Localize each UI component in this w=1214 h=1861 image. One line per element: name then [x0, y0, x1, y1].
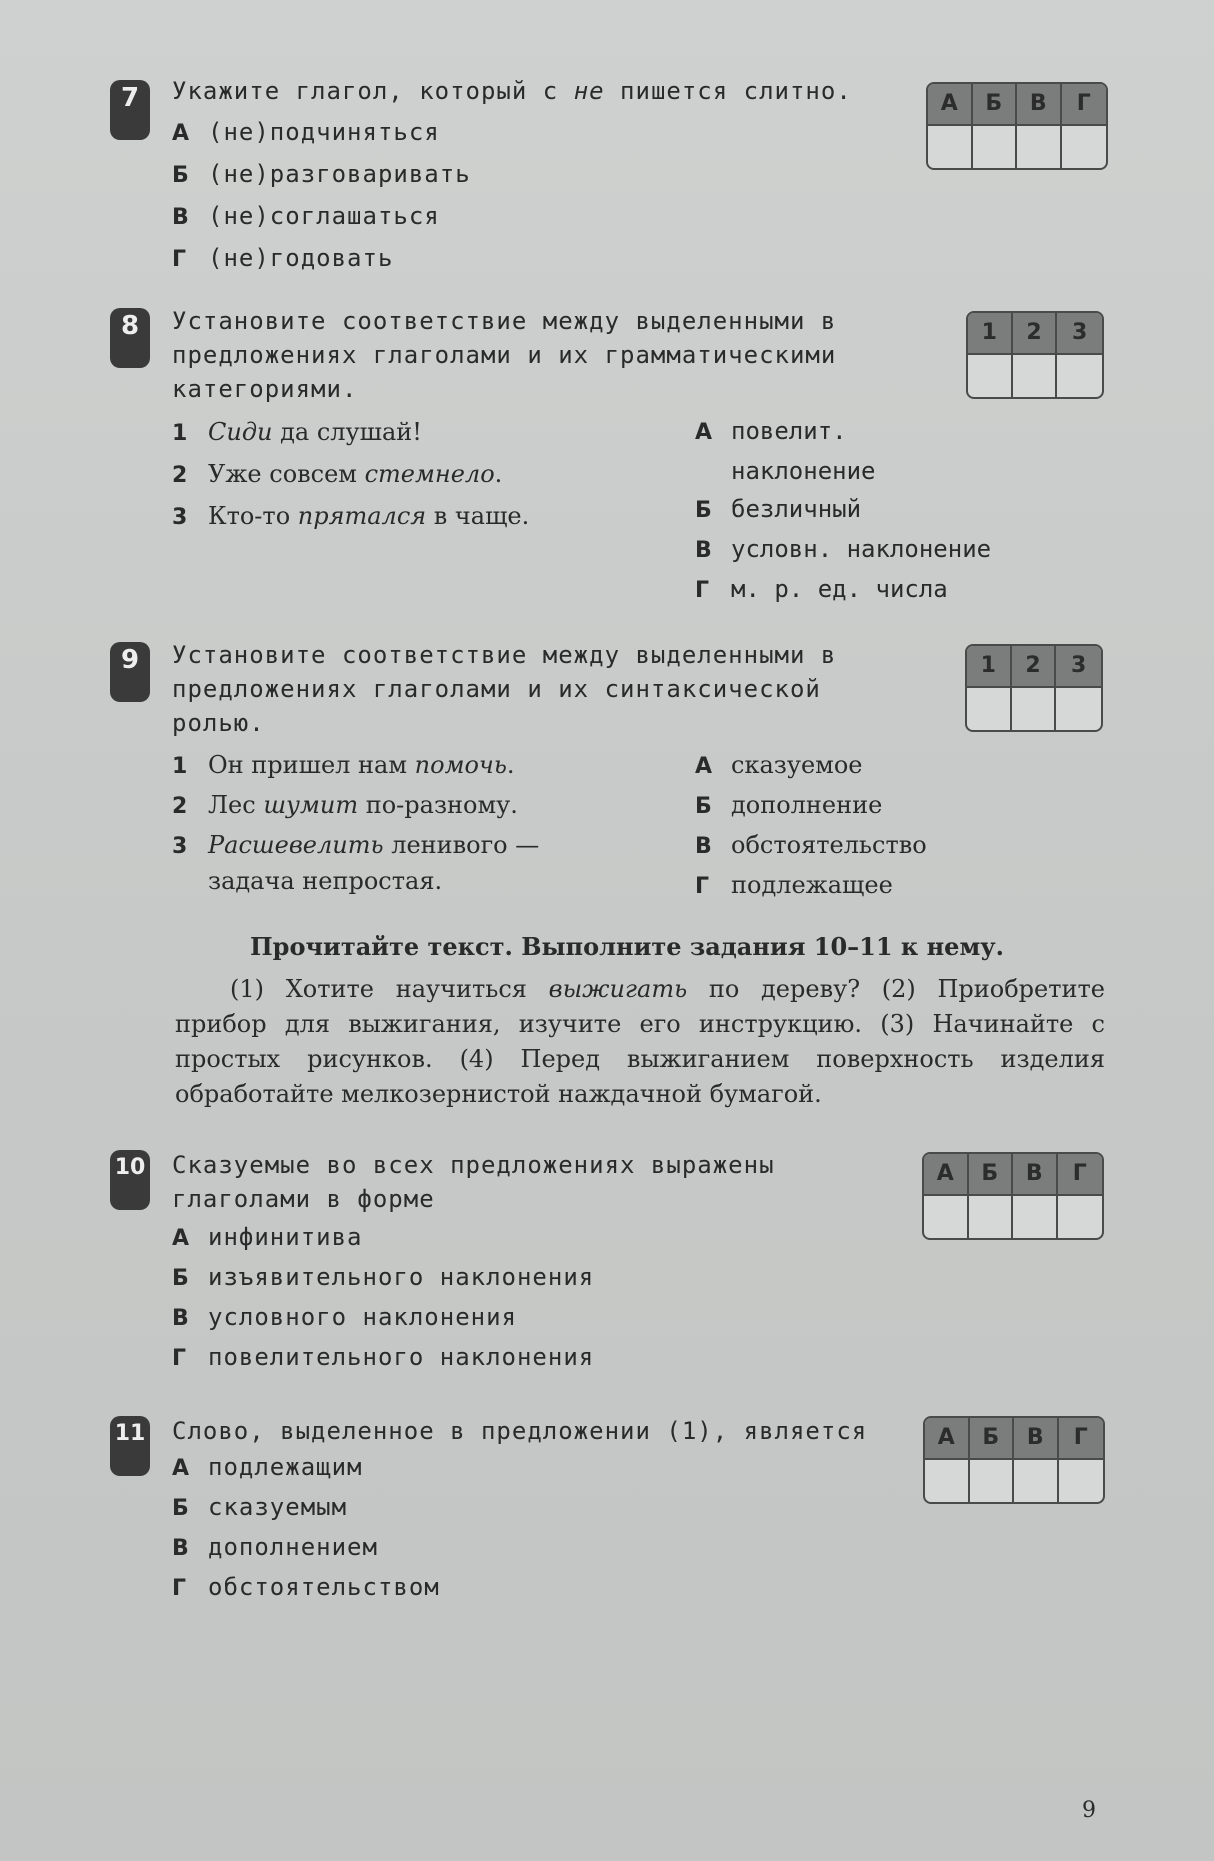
task-question: Установите соответствие между выделенными в предложениях глаголами и их синтаксической ролью.	[172, 641, 837, 737]
grid-header: 1	[967, 646, 1012, 688]
choice-text: обстоятельство	[731, 831, 927, 859]
item-text: .	[506, 751, 515, 779]
reading-heading: Прочитайте текст. Выполните задания 10–11 к нему.	[250, 932, 1005, 961]
choice-letter: Б	[695, 498, 712, 523]
option-text: повелительного наклонения	[208, 1343, 595, 1371]
choice-letter: Б	[695, 794, 712, 819]
option-a	[172, 112, 471, 154]
reading-text	[175, 972, 1105, 1112]
answer-cell[interactable]	[924, 1196, 969, 1238]
choice-a-cont	[695, 452, 991, 490]
grid-header: А	[924, 1154, 969, 1196]
grid-header: 3	[1057, 313, 1102, 355]
choice-a	[695, 746, 927, 786]
answer-cell[interactable]	[1017, 126, 1062, 168]
task-number-badge	[110, 1416, 150, 1476]
item-2	[172, 786, 539, 826]
item-2	[172, 454, 529, 496]
choice-letter: В	[695, 538, 712, 563]
options-list	[172, 112, 471, 280]
item-text: Он пришел нам	[208, 751, 415, 779]
option-text: инфинитива	[208, 1223, 363, 1251]
grid-header: В	[1014, 1418, 1059, 1460]
choice-text: безличный	[731, 495, 862, 523]
option-letter: А	[172, 1456, 190, 1481]
choice-v	[695, 530, 991, 570]
answer-cell[interactable]	[973, 126, 1018, 168]
option-text: (не)годовать	[208, 244, 394, 272]
page-number: 9	[1082, 1798, 1096, 1823]
items-right	[695, 412, 991, 610]
item-text: Лес	[208, 791, 264, 819]
grid-header: Б	[973, 84, 1018, 126]
answer-cell[interactable]	[928, 126, 973, 168]
option-g	[172, 238, 471, 280]
task-number-badge	[110, 1150, 150, 1210]
task-number: 8	[120, 311, 140, 341]
item-emphasis: шумит	[263, 791, 359, 819]
answer-grid	[926, 82, 1108, 170]
task-10	[110, 1150, 1110, 1370]
option-v	[172, 1528, 440, 1568]
answer-cell[interactable]	[969, 1196, 1014, 1238]
option-v	[172, 1298, 594, 1338]
option-text: обстоятельством	[208, 1573, 440, 1601]
task-number: 9	[120, 645, 140, 675]
option-b	[172, 154, 471, 196]
item-3-cont	[172, 866, 539, 896]
options-list	[172, 1218, 594, 1378]
task-number: 11	[114, 1421, 146, 1446]
item-number: 2	[172, 463, 188, 488]
answer-cell[interactable]	[1013, 1196, 1058, 1238]
option-letter: В	[172, 1536, 189, 1561]
answer-cell[interactable]	[1056, 688, 1101, 730]
grid-header: Б	[969, 1154, 1014, 1196]
task-question: Установите соответствие между выделенными в предложениях глаголами и их грамматическими категориями.	[172, 307, 837, 403]
option-a	[172, 1448, 440, 1488]
grid-header: В	[1017, 84, 1062, 126]
choice-b	[695, 490, 991, 530]
choice-v	[695, 826, 927, 866]
item-text: Уже совсем	[208, 460, 365, 488]
option-letter: В	[172, 205, 189, 230]
choice-text: повелит.	[731, 417, 847, 445]
task-question: Слово, выделенное в предложении (1), является	[172, 1417, 868, 1445]
choice-letter: А	[695, 754, 713, 779]
choice-letter: Г	[695, 578, 710, 603]
option-letter: Б	[172, 163, 189, 188]
item-emphasis: Сиди	[208, 418, 273, 446]
grid-header: А	[928, 84, 973, 126]
grid-header: Г	[1058, 1154, 1103, 1196]
option-text: подлежащим	[208, 1453, 363, 1481]
choice-letter: Г	[695, 874, 710, 899]
choice-g	[695, 866, 927, 906]
answer-cell[interactable]	[925, 1460, 970, 1502]
option-letter: Б	[172, 1496, 189, 1521]
grid-header: Г	[1062, 84, 1107, 126]
item-number: 2	[172, 794, 188, 819]
task-number-badge	[110, 308, 150, 368]
answer-cell[interactable]	[1012, 688, 1057, 730]
choice-letter: В	[695, 834, 712, 859]
option-text: (не)соглашаться	[208, 202, 440, 230]
grid-header: Б	[970, 1418, 1015, 1460]
answer-grid	[923, 1416, 1105, 1504]
items-left	[172, 412, 529, 538]
choice-text: м. р. ед. числа	[731, 575, 948, 603]
item-1	[172, 746, 539, 786]
reading-text-part: по дереву? (2) Приобретите прибор для выжигания, изучите его инструкцию. (3) Начинайте с простых рисунков. (4) Перед выжиганием поверхность изделия обработайте мелкозернистой наждачной бумагой.	[175, 975, 1105, 1108]
grid-header: 3	[1056, 646, 1101, 688]
item-3	[172, 826, 539, 866]
option-letter: А	[172, 121, 190, 146]
reading-text-part: (1) Хотите научиться	[230, 975, 549, 1003]
choice-text: дополнение	[731, 791, 883, 819]
choice-letter: А	[695, 420, 713, 445]
answer-cell[interactable]	[1057, 355, 1102, 397]
task-number-badge	[110, 642, 150, 702]
item-number: 3	[172, 505, 188, 530]
option-g	[172, 1568, 440, 1608]
task-11	[110, 1416, 1110, 1616]
answer-grid	[966, 311, 1104, 399]
item-text: ленивого —	[383, 831, 540, 859]
item-emphasis: стемнело	[364, 460, 495, 488]
item-text: задача непростая.	[208, 867, 443, 895]
option-text: (не)разговаривать	[208, 160, 471, 188]
item-1	[172, 412, 529, 454]
item-number: 3	[172, 834, 188, 859]
option-letter: В	[172, 1306, 189, 1331]
option-text: сказуемым	[208, 1493, 348, 1521]
option-letter: Г	[172, 247, 187, 272]
question-text: Укажите глагол, который с	[172, 77, 574, 105]
task-7	[110, 77, 1110, 280]
grid-header: В	[1013, 1154, 1058, 1196]
choice-text: подлежащее	[731, 871, 893, 899]
question-text-end: пишется слитно.	[604, 77, 852, 105]
option-v	[172, 196, 471, 238]
task-number: 7	[120, 83, 140, 113]
grid-header: Г	[1059, 1418, 1104, 1460]
item-emphasis: прятался	[297, 502, 427, 530]
option-letter: Г	[172, 1576, 187, 1601]
item-3	[172, 496, 529, 538]
answer-cell[interactable]	[1013, 355, 1058, 397]
answer-cell[interactable]	[970, 1460, 1015, 1502]
option-letter: Б	[172, 1266, 189, 1291]
answer-cell[interactable]	[968, 355, 1013, 397]
option-b	[172, 1488, 440, 1528]
task-number: 10	[114, 1155, 146, 1180]
grid-header: А	[925, 1418, 970, 1460]
grid-header: 1	[968, 313, 1013, 355]
item-text: .	[494, 460, 503, 488]
item-text: Кто-то	[208, 502, 298, 530]
reading-emphasis: выжигать	[548, 975, 688, 1003]
answer-cell[interactable]	[967, 688, 1012, 730]
question-emphasis: не	[573, 77, 605, 105]
options-list	[172, 1448, 440, 1608]
choice-text: наклонение	[731, 457, 876, 485]
item-number: 1	[172, 421, 188, 446]
choice-text: условн. наклонение	[731, 535, 992, 563]
task-question	[172, 74, 912, 108]
option-a	[172, 1218, 594, 1258]
grid-header: 2	[1012, 646, 1057, 688]
answer-cell[interactable]	[1059, 1460, 1104, 1502]
option-text: условного наклонения	[208, 1303, 517, 1331]
item-text: в чаще.	[426, 502, 530, 530]
choice-g	[695, 570, 991, 610]
answer-cell[interactable]	[1058, 1196, 1103, 1238]
choice-text: сказуемое	[731, 751, 863, 779]
option-b	[172, 1258, 594, 1298]
answer-grid	[965, 644, 1103, 732]
choice-a	[695, 412, 991, 452]
answer-grid	[922, 1152, 1104, 1240]
items-right	[695, 746, 927, 906]
grid-header: 2	[1013, 313, 1058, 355]
item-number: 1	[172, 754, 188, 779]
task-question: Сказуемые во всех предложениях выражены глаголами в форме	[172, 1151, 775, 1213]
task-8	[110, 308, 1110, 608]
item-text: да слушай!	[272, 418, 422, 446]
option-text: (не)подчиняться	[208, 118, 440, 146]
item-text: по-разному.	[358, 791, 518, 819]
task-9	[110, 642, 1110, 902]
item-emphasis: помочь	[414, 751, 507, 779]
option-letter: Г	[172, 1346, 187, 1371]
answer-cell[interactable]	[1062, 126, 1107, 168]
option-letter: А	[172, 1226, 190, 1251]
items-left	[172, 746, 539, 896]
choice-b	[695, 786, 927, 826]
option-text: дополнением	[208, 1533, 378, 1561]
answer-cell[interactable]	[1014, 1460, 1059, 1502]
option-text: изъявительного наклонения	[208, 1263, 595, 1291]
item-emphasis: Расшевелить	[208, 831, 384, 859]
task-number-badge	[110, 80, 150, 140]
option-g	[172, 1338, 594, 1378]
